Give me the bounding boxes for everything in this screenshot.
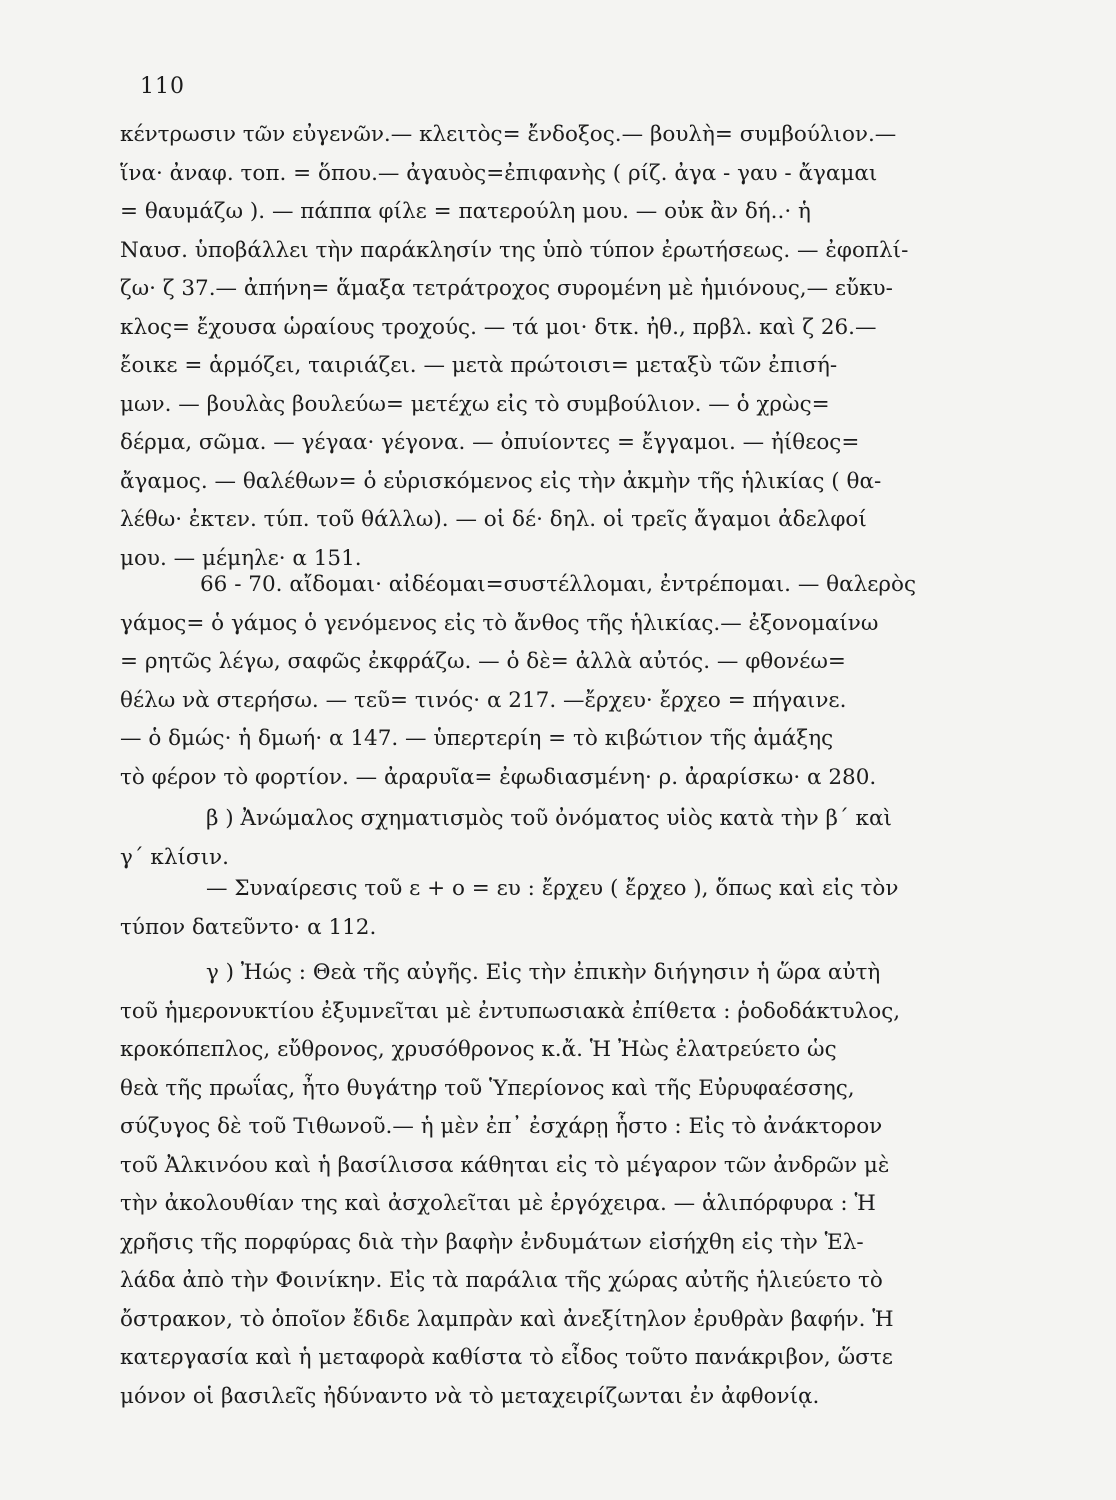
text-line: Ναυσ. ὑποβάλλει τὴν παράκλησίν της ὑπὸ τύπον ἐρωτήσεως. — ἐφοπλί- <box>120 237 909 263</box>
text-line: γάμος= ὁ γάμος ὁ γενόμενος εἰς τὸ ἄνθος τῆς ἡλικίας.— ἐξονομαίνω <box>120 610 879 636</box>
text-line: γ ) Ἠώς : Θεὰ τῆς αὐγῆς. Εἰς τὴν ἐπικὴν διήγησιν ἡ ὥρα αὐτὴ <box>206 960 881 985</box>
text-line: τὴν ἀκολουθίαν της καὶ ἀσχολεῖται μὲ ἐργόχειρα. — ἁλιπόρφυρα : Ἡ <box>120 1191 876 1216</box>
text-line: χρῆσις τῆς πορφύρας διὰ τὴν βαφὴν ἐνδυμάτων εἰσήχθη εἰς τὴν Ἑλ- <box>120 1229 864 1255</box>
text-line: δέρμα, σῶμα. — γέγαα· γέγονα. — ὀπυίοντες = ἔγγαμοι. — ἠίθεος= <box>120 430 860 455</box>
page-number: 110 <box>140 74 185 99</box>
text-line: τοῦ ἡμερονυκτίου ἐξυμνεῖται μὲ ἐντυπωσιακὰ ἐπίθετα : ῥοδοδάκτυλος, <box>120 998 901 1024</box>
text-line: κλος= ἔχουσα ὡραίους τροχούς. — τά μοι· δτκ. ἠθ., πρβλ. καὶ ζ 26.— <box>120 314 877 340</box>
text-line: 66 - 70. αἴδομαι· αἰδέομαι=συστέλλομαι, ἐντρέπομαι. — θαλερὸς <box>200 572 917 597</box>
text-line: θέλω νὰ στερήσω. — τεῦ= τινός· α 217. —ἔρχευ· ἔρχεο = πήγαινε. <box>120 687 847 713</box>
text-line: κροκόπεπλος, εὔθρονος, χρυσόθρονος κ.ἄ. Ἡ Ἠὼς ἐλατρεύετο ὡς <box>120 1037 837 1062</box>
paragraph-commentary-1 <box>120 116 992 578</box>
paragraph-commentary-66-70 <box>120 566 992 797</box>
text-line: = ρητῶς λέγω, σαφῶς ἐκφράζω. — ὁ δὲ= ἀλλὰ αὐτός. — φθονέω= <box>120 649 846 674</box>
text-line: τὸ φέρον τὸ φορτίον. — ἀραρυῖα= ἐφωδιασμένη· ρ. ἀραρίσκω· α 280. <box>120 764 877 790</box>
text-line: μου. — μέμηλε· α 151. <box>120 545 362 571</box>
text-line: σύζυγος δὲ τοῦ Τιθωνοῦ.— ἡ μὲν ἐπ᾽ ἐσχάρῃ ἧστο : Εἰς τὸ ἀνάκτορον <box>120 1114 883 1139</box>
text-line: ἵνα· ἀναφ. τοπ. = ὅπου.— ἀγαυὸς=ἐπιφανὴς ( ρίζ. ἀγα - γαυ - ἄγαμαι <box>120 160 878 186</box>
text-line: μόνον οἱ βασιλεῖς ἠδύναντο νὰ τὸ μεταχειρίζωνται ἐν ἀφθονίᾳ. <box>120 1383 820 1409</box>
text-line: γ΄ κλίσιν. <box>120 844 229 870</box>
text-line: κέντρωσιν τῶν εὐγενῶν.— κλειτὸς= ἔνδοξος.— βουλὴ= συμβούλιον.— <box>120 122 897 147</box>
text-line: ἄγαμος. — θαλέθων= ὁ εὑρισκόμενος εἰς τὴν ἀκμὴν τῆς ἡλικίας ( θα- <box>120 468 882 494</box>
text-line: ὄστρακον, τὸ ὁποῖον ἔδιδε λαμπρὰν καὶ ἀνεξίτηλον ἐρυθρὰν βαφήν. Ἡ <box>120 1306 894 1332</box>
text-line: = θαυμάζω ). — πάππα φίλε = πατερούλη μου. — οὐκ ἂν δή..· ἡ <box>120 199 811 224</box>
text-line: λέθω· ἐκτεν. τύπ. τοῦ θάλλω). — οἱ δέ· δηλ. οἱ τρεῖς ἄγαμοι ἀδελφοί <box>120 507 867 532</box>
paragraph-gamma-eos <box>120 954 992 1416</box>
text-line: θεὰ τῆς πρωΐας, ἦτο θυγάτηρ τοῦ Ὑπερίονος καὶ τῆς Εὐρυφαέσσης, <box>120 1075 855 1101</box>
text-line: τοῦ Ἀλκινόου καὶ ἡ βασίλισσα κάθηται εἰς τὸ μέγαρον τῶν ἀνδρῶν μὲ <box>120 1152 890 1178</box>
text-line: β ) Ἀνώμαλος σχηματισμὸς τοῦ ὀνόματος υἱὸς κατὰ τὴν β΄ καὶ <box>206 806 892 831</box>
text-line: μων. — βουλὰς βουλεύω= μετέχω εἰς τὸ συμβούλιον. — ὁ χρὼς= <box>120 391 830 417</box>
text-line: — Συναίρεσις τοῦ ε + ο = ευ : ἔρχευ ( ἔρχεο ), ὅπως καὶ εἰς τὸν <box>206 876 899 901</box>
paragraph-synairesis <box>120 870 992 947</box>
text-line: ἔοικε = ἁρμόζει, ταιριάζει. — μετὰ πρώτοισι= μεταξὺ τῶν ἐπισή- <box>120 353 838 378</box>
text-line: κατεργασία καὶ ἡ μεταφορὰ καθίστα τὸ εἶδος τοῦτο πανάκριβον, ὥστε <box>120 1345 893 1370</box>
text-line: λάδα ἀπὸ τὴν Φοινίκην. Εἰς τὰ παράλια τῆς χώρας αὐτῆς ἡλιεύετο τὸ <box>120 1268 883 1293</box>
paragraph-beta <box>120 800 992 877</box>
text-line: τύπον δατεῦντο· α 112. <box>120 914 377 940</box>
text-line: ζω· ζ 37.— ἀπήνη= ἅμαξα τετράτροχος συρομένη μὲ ἡμιόνους,— εὔκυ- <box>120 276 893 301</box>
text-line: — ὁ δμώς· ἡ δμωή· α 147. — ὑπερτερίη = τὸ κιβώτιον τῆς ἁμάξης <box>120 726 834 751</box>
